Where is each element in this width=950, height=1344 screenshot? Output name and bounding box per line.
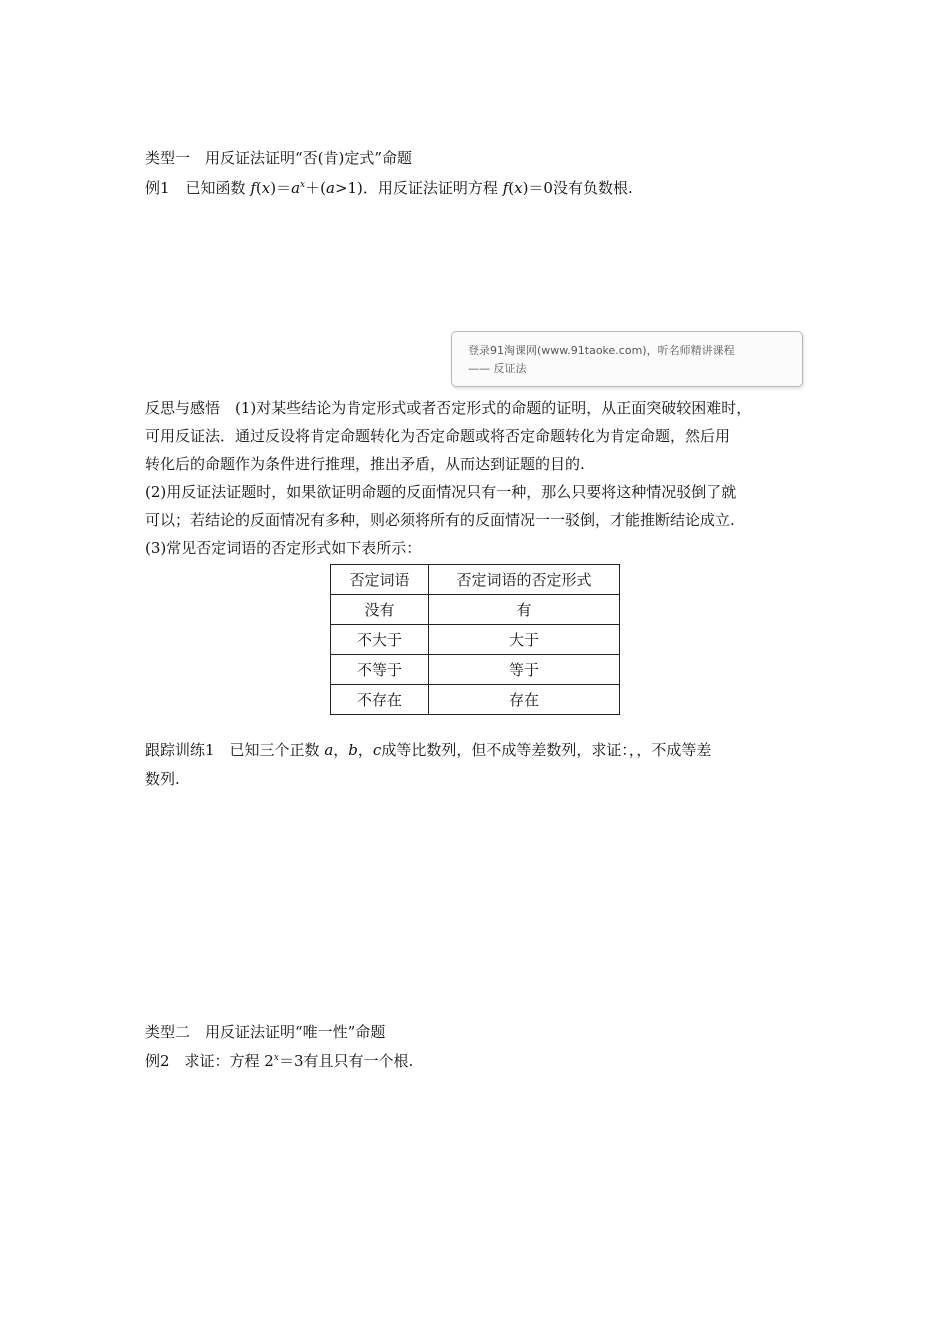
reflection-line-3: 转化后的命题作为条件进行推理，推出矛盾，从而达到证题的目的. [145, 455, 585, 473]
reflection-line-1: 反思与感悟 (1)对某些结论为肯定形式或者否定形式的命题的证明，从正面突破较困难时， [145, 399, 752, 417]
reflection-line-2: 可用反证法．通过反设将肯定命题转化为否定命题或将否定命题转化为肯定命题，然后用 [145, 427, 731, 445]
math-a: a [291, 179, 301, 197]
table-cell: 不存在 [331, 685, 429, 715]
type2-heading: 类型二 用反证法证明“唯一性”命题 [145, 1023, 386, 1041]
training1-line-1 [145, 740, 711, 760]
type1-heading: 类型一 用反证法证明“否(肯)定式”命题 [145, 149, 413, 167]
table-row [331, 685, 620, 715]
text: ＝3有且只有一个根. [278, 1052, 414, 1070]
math-sup-x: x [273, 1053, 279, 1063]
math-b: b [348, 741, 358, 759]
math-f: f [250, 179, 256, 197]
table-cell: 存在 [429, 685, 620, 715]
text: ( [508, 179, 515, 197]
table-cell: 等于 [429, 655, 620, 685]
math-x: x [514, 179, 523, 197]
table-cell: 没有 [331, 595, 429, 625]
text: )＝0没有负数根. [522, 179, 633, 197]
example1-label: 例1 [145, 179, 170, 197]
table-cell: 大于 [429, 625, 620, 655]
math-a: a [325, 179, 335, 197]
math-x: x [261, 179, 271, 197]
text: ( [255, 179, 262, 197]
table-row [331, 595, 620, 625]
text: ， [333, 741, 349, 759]
course-banner[interactable] [451, 331, 803, 387]
table-row [331, 625, 620, 655]
training1-line-2: 数列. [145, 770, 180, 788]
text: )＝ [270, 179, 292, 197]
text: 例2 求证：方程 2 [145, 1052, 274, 1070]
text: 已知函数 [185, 179, 246, 197]
reflection-line-5: 可以；若结论的反面情况有多种，则必须将所有的反面情况一一驳倒，才能推断结论成立. [145, 511, 735, 529]
reflection-line-4: (2)用反证法证题时，如果欲证明命题的反面情况只有一种，那么只要将这种情况驳倒了就 [145, 483, 737, 501]
table-cell: 不大于 [331, 625, 429, 655]
reflection-line-6: (3)常见否定词语的否定形式如下表所示： [145, 539, 422, 557]
table-row [331, 655, 620, 685]
banner-line-1: 登录91淘课网(www.91taoke.com)，听名师精讲课程 [468, 344, 735, 357]
text: >1)．用反证法证明方程 [334, 179, 498, 197]
table-header: 否定词语的否定形式 [429, 565, 620, 595]
text: 成等比数列，但不成等差数列，求证：，，不成等差 [381, 741, 712, 759]
table-cell: 不等于 [331, 655, 429, 685]
table-cell: 有 [429, 595, 620, 625]
text: ＋( [305, 179, 326, 197]
math-f: f [502, 179, 509, 197]
example1-statement [145, 178, 633, 198]
table-header-row [331, 565, 620, 595]
math-sup-x: x [300, 180, 306, 190]
table-header: 否定词语 [331, 565, 429, 595]
example2-statement [145, 1051, 413, 1071]
math-c: c [372, 741, 382, 759]
text: ， [357, 741, 373, 759]
text: 跟踪训练1 已知三个正数 [145, 741, 320, 759]
negation-table [330, 564, 620, 715]
banner-line-2: —— 反证法 [468, 362, 527, 375]
math-a: a [324, 741, 334, 759]
